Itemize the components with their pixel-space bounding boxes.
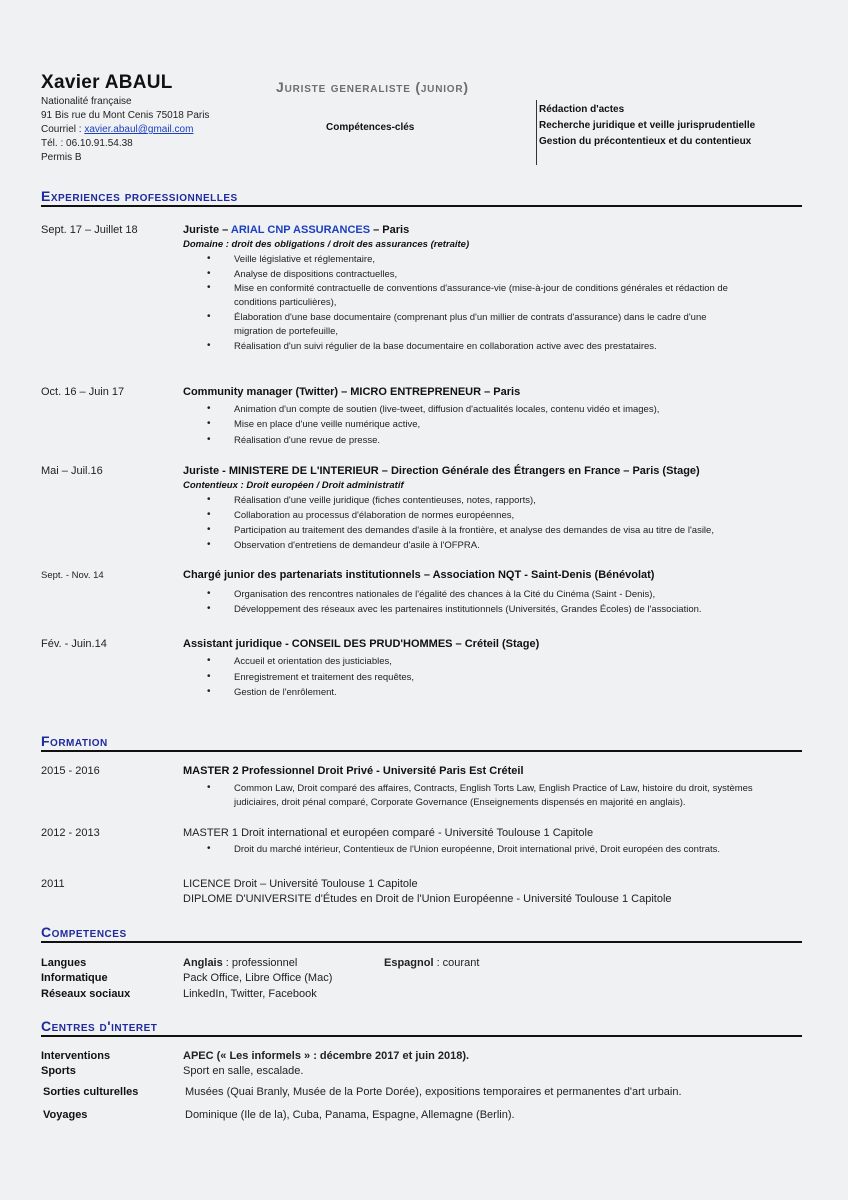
job-date: Fév. - Juin.14 (41, 638, 107, 650)
bullet-icon: • (207, 253, 211, 264)
spanish-label: Espagnol (384, 957, 434, 969)
job-location: – Paris (370, 224, 410, 236)
interest-label: Sorties culturelles (43, 1086, 139, 1098)
job-bullet: Mise en place d'une veille numérique active, (234, 419, 421, 430)
section-rule (41, 1035, 802, 1037)
job-bullet: Participation au traitement des demandes d'asile à la frontière, et analyse des demandes de visa au titre de l'asile, (234, 525, 714, 536)
job-bullet: Collaboration au processus d'élaboration de normes européennes, (234, 510, 515, 521)
job-bullet: Enregistrement et traitement des requêtes, (234, 672, 415, 683)
key-skill: Gestion du précontentieux et du contentieux (539, 136, 752, 147)
bullet-icon: • (207, 340, 211, 351)
interest-value: APEC (« Les informels » : décembre 2017 et juin 2018). (183, 1050, 470, 1062)
job-title-line (183, 224, 409, 236)
job-bullet: Réalisation d'un suivi régulier de la base documentaire en collaboration active avec des prestataires. (234, 341, 657, 352)
bullet-icon: • (207, 588, 211, 599)
it-label: Informatique (41, 972, 108, 984)
bullet-icon: • (207, 655, 211, 666)
address: 91 Bis rue du Mont Cenis 75018 Paris (41, 110, 210, 121)
bullet-icon: • (207, 671, 211, 682)
bullet-icon: • (207, 403, 211, 414)
formation-date: 2011 (41, 878, 65, 890)
bullet-icon: • (207, 494, 211, 505)
bullet-icon: • (207, 686, 211, 697)
section-heading-formation: Formation (41, 733, 108, 749)
formation-bullet: Droit du marché intérieur, Contentieux de l'Union européenne, Droit international privé, Droit européen des contrats. (234, 844, 721, 855)
job-title-line: Chargé junior des partenariats institutionnels – Association NQT - Saint-Denis (Bénévolat) (183, 569, 655, 581)
job-date: Oct. 16 – Juin 17 (41, 386, 125, 398)
it-value: Pack Office, Libre Office (Mac) (183, 972, 333, 984)
section-heading-interests: Centres d'interet (41, 1018, 158, 1034)
job-title-line: Community manager (Twitter) – MICRO ENTREPRENEUR – Paris (183, 386, 521, 398)
spanish-level: : courant (433, 957, 480, 969)
job-bullet: Développement des réseaux avec les partenaires institutionnels (Universités, Grandes Écoles) de l'association. (234, 604, 702, 615)
job-title: Juriste generaliste (junior) (276, 79, 469, 95)
job-bullet: Gestion de l'enrôlement. (234, 687, 337, 698)
job-bullet: Organisation des rencontres nationales de l'égalité des chances à la Cité du Cinéma (Saint - Denis), (234, 589, 656, 600)
job-bullet: Veille législative et réglementaire, (234, 254, 375, 265)
formation-title: LICENCE Droit – Université Toulouse 1 Capitole (183, 878, 418, 890)
job-title-line: Juriste - MINISTERE DE L'INTERIEUR – Direction Générale des Étrangers en France – Paris (Stage) (183, 465, 700, 477)
job-domain: Domaine : droit des obligations / droit des assurances (retraite) (183, 239, 470, 250)
interest-value: Musées (Quai Branly, Musée de la Porte Dorée), expositions temporaires et permanentes d'art urbain. (185, 1086, 682, 1098)
job-bullet: Animation d'un compte de soutien (live-tweet, diffusion d'actualités locales, contenu vidéo et images), (234, 404, 660, 415)
job-bullet: Élaboration d'une base documentaire (comprenant plus d'un millier de contrats d'assurance) dans le cadre d'une (234, 312, 707, 323)
english-level: : professionnel (222, 957, 298, 969)
phone: Tél. : 06.10.91.54.38 (41, 138, 133, 149)
formation-title: MASTER 2 Professionnel Droit Privé - Université Paris Est Créteil (183, 765, 524, 777)
section-rule (41, 750, 802, 752)
english-skill (183, 957, 297, 969)
job-bullet: Accueil et orientation des justiciables, (234, 656, 392, 667)
formation-date: 2012 - 2013 (41, 827, 100, 839)
formation-title: DIPLOME D'UNIVERSITE d'Études en Droit de l'Union Européenne - Université Toulouse 1 Capitole (183, 893, 672, 905)
bullet-icon: • (207, 524, 211, 535)
bullet-icon: • (207, 311, 211, 322)
job-bullet-continuation: conditions particulières), (234, 297, 337, 308)
english-label: Anglais (183, 957, 223, 969)
section-heading-competences: Competences (41, 924, 127, 940)
spanish-skill (384, 957, 479, 969)
email-label: Courriel : (41, 124, 85, 135)
nationality: Nationalité française (41, 96, 132, 107)
job-bullet: Réalisation d'une revue de presse. (234, 435, 380, 446)
bullet-icon: • (207, 418, 211, 429)
formation-date: 2015 - 2016 (41, 765, 100, 777)
social-label: Réseaux sociaux (41, 988, 131, 1000)
key-skill: Rédaction d'actes (539, 104, 625, 115)
interest-value: Sport en salle, escalade. (183, 1065, 304, 1077)
interest-label: Voyages (43, 1109, 88, 1121)
email-line (41, 124, 193, 135)
job-bullet: Mise en conformité contractuelle de conventions d'assurance-vie (mise-à-jour de conditions générales et rédaction de (234, 283, 728, 294)
key-skill: Recherche juridique et veille jurisprudentielle (539, 120, 756, 131)
interest-value: Dominique (Ile de la), Cuba, Panama, Espagne, Allemagne (Berlin). (185, 1109, 515, 1121)
job-date: Sept. - Nov. 14 (41, 570, 104, 581)
job-company: ARIAL CNP ASSURANCES (230, 224, 371, 236)
email-link[interactable]: xavier.abaul@gmail.com (84, 124, 194, 135)
bullet-icon: • (207, 282, 211, 293)
job-date: Mai – Juil.16 (41, 465, 103, 477)
key-skills-label: Compétences-clés (326, 122, 415, 133)
section-rule (41, 941, 802, 943)
job-bullet: Observation d'entretiens de demandeur d'asile à l'OFPRA. (234, 540, 480, 551)
bullet-icon: • (207, 539, 211, 550)
job-bullet: Analyse de dispositions contractuelles, (234, 269, 398, 280)
key-skills-divider (536, 100, 537, 165)
section-heading-experience: Experiences professionnelles (41, 188, 238, 204)
interest-label: Interventions (41, 1050, 111, 1062)
bullet-icon: • (207, 843, 211, 854)
bullet-icon: • (207, 782, 211, 793)
formation-bullet: Common Law, Droit comparé des affaires, Contracts, English Torts Law, English Practice of Law, histoire du droit, systèmes (234, 783, 753, 794)
interest-label: Sports (41, 1065, 76, 1077)
bullet-icon: • (207, 434, 211, 445)
bullet-icon: • (207, 268, 211, 279)
bullet-icon: • (207, 509, 211, 520)
job-bullet: Réalisation d'une veille juridique (fiches contentieuses, notes, rapports), (234, 495, 536, 506)
languages-label: Langues (41, 957, 87, 969)
candidate-name: Xavier ABAUL (41, 72, 173, 93)
job-bullet-continuation: migration de portefeuille, (234, 326, 339, 337)
bullet-icon: • (207, 603, 211, 614)
job-role: Juriste – (183, 224, 231, 236)
job-date: Sept. 17 – Juillet 18 (41, 224, 138, 236)
job-domain: Contentieux : Droit européen / Droit administratif (183, 480, 404, 491)
social-value: LinkedIn, Twitter, Facebook (183, 988, 317, 1000)
formation-title: MASTER 1 Droit international et européen comparé - Université Toulouse 1 Capitole (183, 827, 594, 839)
job-title-line: Assistant juridique - CONSEIL DES PRUD'HOMMES – Créteil (Stage) (183, 638, 540, 650)
section-rule (41, 205, 802, 207)
driving-license: Permis B (41, 152, 82, 163)
formation-bullet-continuation: judiciaires, droit pénal comparé, Corporate Governance (Enseignements dispensés en majorité en anglais). (234, 797, 686, 808)
